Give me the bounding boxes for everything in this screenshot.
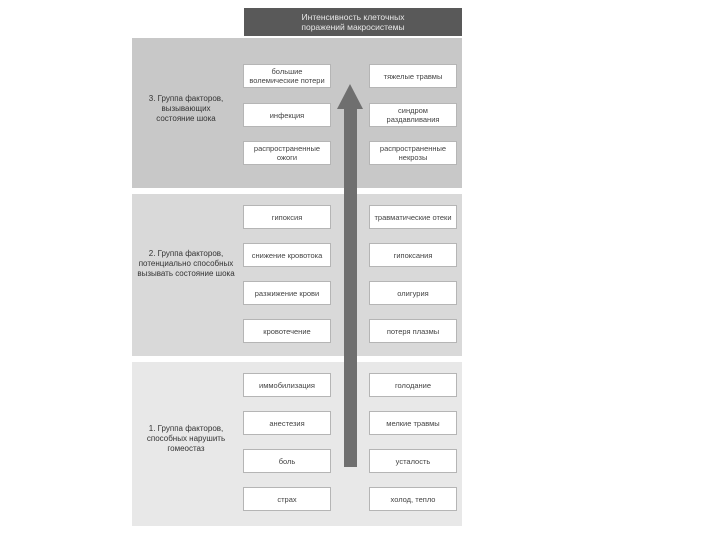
diagram-header: Интенсивность клеточных поражений макросистемы <box>244 8 462 36</box>
intensity-arrow-shaft <box>344 108 357 467</box>
group-2-label: 2. Группа факторов, потенциально способных вызывать состояние шока <box>137 249 235 278</box>
factor-box: иммобилизация <box>243 373 331 397</box>
factor-box: распространенные ожоги <box>243 141 331 165</box>
factor-box: мелкие травмы <box>369 411 457 435</box>
factor-box: тяжелые травмы <box>369 64 457 88</box>
factor-box: кровотечение <box>243 319 331 343</box>
factor-box: олигурия <box>369 281 457 305</box>
factor-box: потеря плазмы <box>369 319 457 343</box>
factor-box: большие волемические потери <box>243 64 331 88</box>
group-1-label: 1. Группа факторов, способных нарушить гомеостаз <box>146 424 226 453</box>
factor-box: инфекция <box>243 103 331 127</box>
group-3-label: 3. Группа факторов, вызывающих состояние шока <box>148 94 224 123</box>
factor-box: анестезия <box>243 411 331 435</box>
factor-box: гипоксия <box>243 205 331 229</box>
factor-box: гипоксания <box>369 243 457 267</box>
arrow-up-icon <box>337 84 363 109</box>
factor-box: усталость <box>369 449 457 473</box>
factor-box: боль <box>243 449 331 473</box>
factor-box: холод, тепло <box>369 487 457 511</box>
factor-box: разжижение крови <box>243 281 331 305</box>
factor-box: снижение кровотока <box>243 243 331 267</box>
factor-box: распространенные некрозы <box>369 141 457 165</box>
factor-box: страх <box>243 487 331 511</box>
factor-box: голодание <box>369 373 457 397</box>
factor-box: синдром раздавливания <box>369 103 457 127</box>
factor-box: травматические отеки <box>369 205 457 229</box>
